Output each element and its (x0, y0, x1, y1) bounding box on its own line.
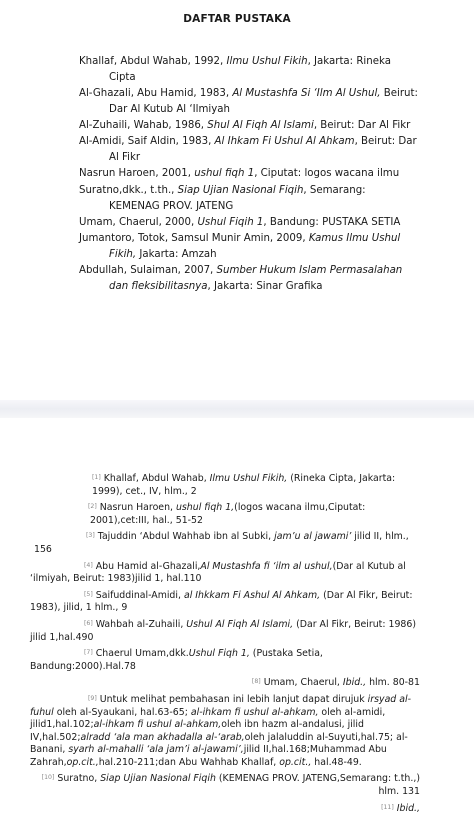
footnote-list (30, 472, 420, 818)
footnotes-page (0, 418, 474, 814)
footnote (92, 472, 420, 498)
footnote-title: al-ihkam fi ushul al-ahkam, (93, 719, 222, 731)
footnote-text: (Rineka Cipta, Jakarta: 1999), cet., IV, hlm., 2 (92, 473, 396, 497)
footnote (34, 530, 420, 556)
footnote-title: Ilmu Ushul Fikih, (209, 473, 288, 484)
footnote-text: hal.210-211;dan Abu Wahhab Khallaf, (98, 756, 280, 768)
footnote-title: al Ihkkam Fi Ashul Al Ahkam, (183, 589, 321, 601)
entry-title: Al Ihkam Fi Ushul Al Ahkam (214, 136, 355, 148)
entry-author: Al-Ghazali, Abu Hamid, 1983, (79, 88, 233, 99)
footnote-title: jam’u al jawami’ (274, 531, 352, 543)
footnote-text: (Dar Al Fikr, Beirut: 1986) jilid 1,hal.490 (30, 618, 417, 643)
footnote-text: (Pustaka Setia, Bandung:2000).Hal.78 (30, 648, 323, 672)
footnote-number: [1] (92, 474, 101, 481)
footnote-number: [10] (41, 774, 55, 782)
footnote-title: Ibid., (342, 677, 367, 689)
footnote-text: (Dar al Kutub al ‘ilmiyah, Beirut: 1983)jilid 1, hal.110 (30, 560, 406, 585)
footnote-title: irsyad al-fuhul (30, 693, 411, 718)
footnote (30, 693, 420, 770)
footnote-text: Suratno, (57, 773, 101, 785)
entry-publisher: , Ciputat: logos wacana ilmu (254, 168, 400, 180)
footnote-text: Umam, Chaerul, (263, 677, 343, 689)
footnote-text: hal.48-49. (311, 756, 362, 768)
entry-publisher: , Jakarta: Rineka Cipta (109, 56, 391, 84)
footnote-text: Khallaf, Abdul Wahab, (103, 473, 210, 484)
footnote-number: [5] (84, 590, 93, 598)
footnote-text: (logos wacana ilmu,Ciputat: 2001),cet:III, hal., 51-52 (90, 502, 366, 526)
footnote-text: Tajuddin ‘Abdul Wahhab ibn al Subki, (97, 531, 275, 543)
footnote (30, 618, 420, 644)
footnote-title: ushul fiqh 1, (175, 502, 235, 514)
entry-author: Jumantoro, Totok, Samsul Munir Amin, 2009, (79, 232, 309, 244)
bibliography-page (0, 0, 474, 400)
entry-author: Nasrun Haroen, 2001, (79, 168, 195, 180)
bibliography-entry (79, 166, 419, 182)
footnote-text: Untuk melihat pembahasan ini lebih lanjut dapat dirujuk (99, 693, 368, 705)
footnote-title: Ibid., (396, 802, 420, 814)
bibliography-entry (79, 54, 419, 86)
footnote-number: [2] (88, 503, 97, 511)
footnote-text: Abu Hamid al-Ghazali, (95, 560, 201, 572)
entry-title: Shul Al Fiqh Al Islami (207, 120, 314, 132)
footnote (30, 802, 420, 816)
footnote-text: (KEMENAG PROV. JATENG,Semarang: t.th.,) hlm. 131 (215, 773, 420, 798)
entry-publisher: Jakarta: Amzah (136, 248, 217, 260)
footnote-text: (Dar Al Fikr, Beirut: 1983), jilid, 1 hlm., 9 (30, 589, 413, 614)
entry-title: Sumber Hukum Islam Permasalahan dan fleksibilitasnya (109, 265, 403, 293)
footnote-number: [6] (84, 619, 93, 627)
entry-publisher: , Bandung: PUSTAKA SETIA (263, 216, 401, 228)
entry-author: Suratno,dkk., t.th., (79, 184, 178, 196)
footnote-number: [7] (84, 649, 93, 657)
footnote (90, 501, 420, 527)
footnote-title: Ushul Fiqh 1, (188, 648, 250, 660)
footnote-text: hlm. 80-81 (366, 677, 420, 689)
footnote-title: syarh al-mahalli ‘ala jam’i al-jawami’, (68, 744, 244, 756)
footnote (30, 589, 420, 615)
entry-publisher: , Jakarta: Sinar Grafika (207, 281, 323, 293)
entry-title: Siap Ujian Nasional Fiqih (177, 184, 304, 196)
footnote-title: alradd ‘ala man akhadalla al-‘arab, (80, 731, 245, 743)
entry-author: Umam, Chaerul, 2000, (79, 216, 198, 228)
entry-publisher: , Beirut: Dar Al Fikr (313, 120, 411, 132)
entry-publisher: , Beirut: Dar Al Fikr (109, 136, 417, 164)
footnote-text: oleh ibn hazm al-andalusi, jilid IV,hal.502; (30, 719, 364, 743)
entry-publisher: , Semarang: KEMENAG PROV. JATENG (109, 184, 366, 212)
footnote-text: Nasrun Haroen, (99, 502, 176, 514)
footnote-text: oleh al-amidi, jilid1,hal.102; (30, 706, 386, 731)
page-title: DAFTAR PUSTAKA (183, 13, 291, 25)
footnote-text: oleh al-Syaukani, hal.63-65; (53, 706, 191, 718)
footnote-text: oleh jalaluddin al-Suyuti,hal.75; al-Banani, (30, 731, 408, 756)
entry-author: Al-Amidi, Saif Aldin, 1983, (79, 136, 215, 148)
footnote-title: op.cit., (279, 756, 312, 768)
bibliography-list (79, 54, 419, 295)
page-separator (0, 400, 474, 418)
footnote (30, 676, 420, 690)
bibliography-entry (79, 263, 419, 295)
entry-author: Khallaf, Abdul Wahab, 1992, (79, 56, 227, 67)
footnote-number: [11] (381, 803, 394, 811)
footnote-title: al-ihkam fi ushul al-ahkam, (190, 706, 319, 718)
footnote (30, 560, 420, 586)
footnote (30, 772, 420, 798)
bibliography-entry (79, 118, 419, 134)
footnote-number: [8] (251, 678, 261, 686)
footnote-text: Chaerul Umam,dkk. (95, 648, 189, 660)
entry-author: Abdullah, Sulaiman, 2007, (79, 265, 217, 277)
footnote-title: Siap Ujian Nasional Fiqih (100, 773, 216, 785)
footnote-title: Ushul Al Fiqh Al Islami, (186, 618, 294, 630)
footnote-number: [4] (84, 561, 93, 569)
footnote-title: Al Mustashfa fi ‘ilm al ushul, (200, 560, 333, 572)
footnote-text: Saifuddinal-Amidi, (95, 589, 184, 601)
footnote-text: Wahbah al-Zuhaili, (95, 618, 187, 630)
bibliography-entry (79, 134, 419, 166)
bibliography-entry (79, 231, 419, 263)
entry-title: ushul fiqh 1 (194, 168, 255, 180)
entry-title: Al Mustashfa Si ‘Ilm Al Ushul, (232, 88, 381, 99)
entry-publisher: Beirut: Dar Al Kutub Al ‘Ilmiyah (109, 88, 418, 116)
entry-title: Ushul Fiqih 1 (197, 216, 264, 228)
entry-author: Al-Zuhaili, Wahab, 1986, (79, 120, 208, 132)
entry-title: Kamus Ilmu Ushul Fikih, (109, 232, 401, 260)
footnote-title: op.cit., (66, 756, 99, 768)
bibliography-entry (79, 183, 419, 215)
bibliography-entry (79, 86, 419, 118)
footnote-text: jilid II, hlm., 156 (34, 531, 409, 555)
bibliography-entry (79, 215, 419, 231)
footnote-text: jilid II,hal.168;Muhammad Abu Zahrah, (30, 744, 387, 768)
entry-title: Ilmu Ushul Fikih (226, 56, 308, 67)
footnote (30, 647, 420, 673)
footnote-number: [3] (86, 532, 95, 540)
footnote-number: [9] (88, 694, 97, 702)
